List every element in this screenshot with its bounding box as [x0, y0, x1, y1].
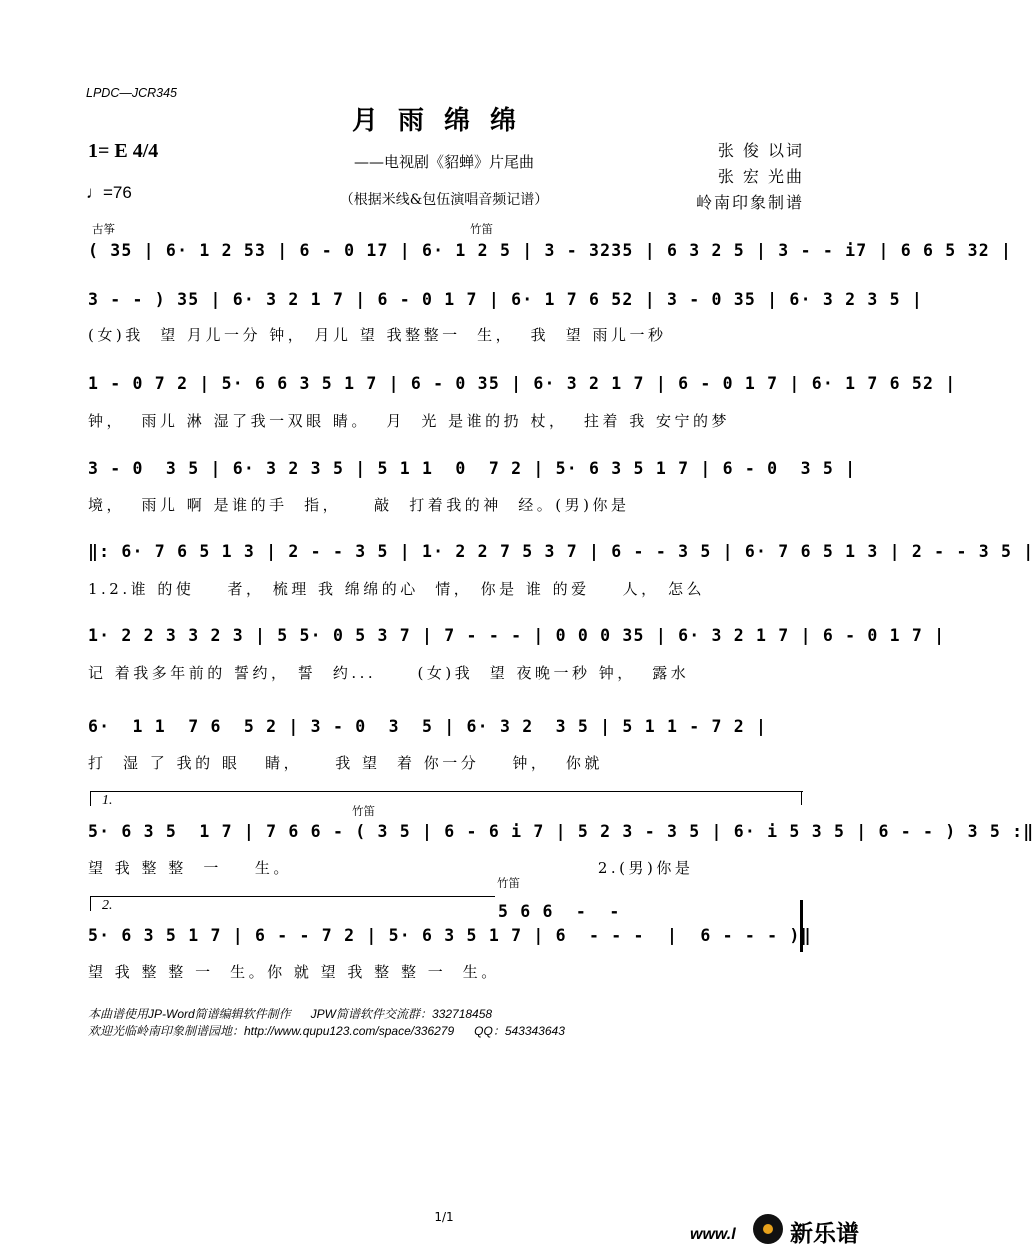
notation-line: 5· 6 3 5 1 7 | 6 - - 7 2 | 5· 6 3 5 1 7 | 6 - - - | 6 - - - )‖: [88, 926, 812, 945]
instrument-label: 竹笛: [352, 806, 375, 818]
instrument-label: 古筝: [92, 224, 115, 236]
instrument-label: 竹笛: [497, 878, 520, 890]
lyrics-line: 钟， 雨儿 淋 湿了我一双眼 睛。 月 光 是谁的扔 杖， 拄着 我 安宁的梦: [88, 412, 731, 430]
notation-line: 1 - 0 7 2 | 5· 6 6 3 5 1 7 | 6 - 0 35 | 6· 3 2 1 7 | 6 - 0 1 7 | 6· 1 7 6 52 |: [88, 374, 957, 393]
volta-bracket-end: [801, 791, 802, 805]
key-signature: 1= E 4/4: [88, 140, 159, 162]
notation-line: 3 - 0 3 5 | 6· 3 2 3 5 | 5 1 1 0 7 2 | 5· 6 3 5 1 7 | 6 - 0 3 5 |: [88, 459, 857, 478]
instrument-label: 竹笛: [470, 224, 493, 236]
lyrics-line: 打 湿 了 我的 眼 睛， 我 望 着 你一分 钟， 你就: [88, 754, 603, 772]
site-url[interactable]: www.l: [690, 1226, 736, 1243]
upper-voice-notes: 5 6 6 - -: [498, 902, 621, 921]
composer-credit: 张 宏 光曲: [717, 167, 804, 186]
volta-bracket-1: [90, 791, 803, 806]
arranger-credit: 岭南印象制谱: [695, 193, 804, 212]
score-code: LPDC—JCR345: [86, 86, 178, 100]
lyrics-line: 记 着我多年前的 誓约， 誓 约... (女)我 望 夜晚一秒 钟， 露水: [88, 664, 690, 682]
lyrics-line: 境， 雨儿 啊 是谁的手 指， 敲 打着我的神 经。(男)你是: [88, 496, 630, 514]
notation-line: 6· 1 1 7 6 5 2 | 3 - 0 3 5 | 6· 3 2 3 5 | 5 1 1 - 7 2 |: [88, 717, 768, 736]
footer-site-note: 欢迎光临岭南印象制谱园地：http://www.qupu123.com/space/336279 QQ：543343643: [88, 1024, 565, 1038]
volta-bracket-2: [90, 896, 495, 911]
notation-line: 3 - - ) 35 | 6· 3 2 1 7 | 6 - 0 1 7 | 6· 1 7 6 52 | 3 - 0 35 | 6· 3 2 3 5 |: [88, 290, 924, 309]
notation-line: ( 35 | 6· 1 2 53 | 6 - 0 17 | 6· 1 2 5 | 3 - 3235 | 6 3 2 5 | 3 - - i7 | 6 6 5 32 |: [88, 241, 1013, 260]
lyrics-line: 望 我 整 整 一 生。你 就 望 我 整 整 一 生。: [88, 963, 500, 981]
notation-line: ‖: 6· 7 6 5 1 3 | 2 - - 3 5 | 1· 2 2 7 5 3 7 | 6 - - 3 5 | 6· 7 6 5 1 3 | 2 - - 3 5 |: [88, 542, 1034, 561]
score-subtitle: ——电视剧《貂蝉》片尾曲: [353, 153, 534, 171]
brand-name: 新乐谱: [790, 1221, 859, 1247]
score-note: （根据米线&包伍演唱音频记谱）: [339, 192, 549, 208]
score-title: 月雨绵绵: [351, 106, 536, 136]
lyrics-line: 望 我 整 整 一 生。 2.(男)你是: [88, 859, 694, 877]
ending-label: 2.: [102, 898, 113, 913]
lyrics-line: (女)我 望 月儿一分 钟， 月儿 望 我整整一 生， 我 望 雨儿一秒: [88, 326, 667, 344]
lyricist-credit: 张 俊 以词: [717, 141, 804, 160]
notation-line: 5· 6 3 5 1 7 | 7 6 6 - ( 3 5 | 6 - 6 i 7 | 5 2 3 - 3 5 | 6· i 5 3 5 | 6 - - ) 3 5 :‖: [88, 822, 1034, 841]
tempo-marking: ♩=76: [86, 183, 132, 202]
ending-label: 1.: [102, 793, 113, 808]
vinyl-logo-icon: [753, 1214, 783, 1244]
lyrics-line: 1.2.谁 的使 者， 梳理 我 绵绵的心 情， 你是 谁 的爱 人， 怎么: [88, 580, 705, 598]
page-number: 1/1: [434, 1210, 454, 1224]
notation-line: 1· 2 2 3 3 2 3 | 5 5· 0 5 3 7 | 7 - - - | 0 0 0 35 | 6· 3 2 1 7 | 6 - 0 1 7 |: [88, 626, 946, 645]
footer-software-note: 本曲谱使用JP-Word简谱编辑软件制作 JPW简谱软件交流群：332718458: [88, 1007, 493, 1021]
